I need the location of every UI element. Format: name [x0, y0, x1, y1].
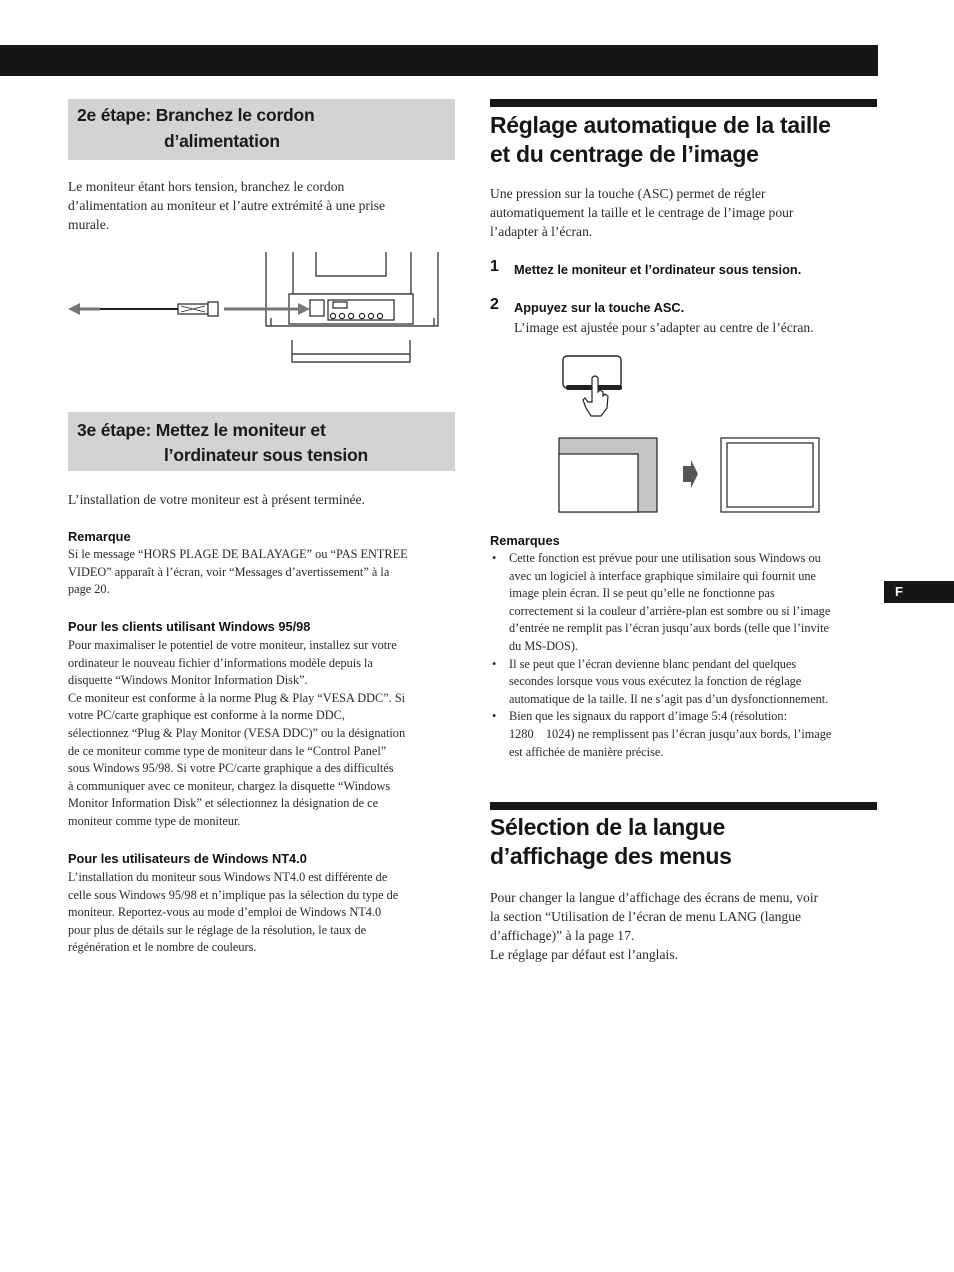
note-item: • Il se peut que l’écran devienne blanc pendant del quelques secondes lorsque vous vous exécutez la fonction de réglage automatique de la taille. Il ne s’agit pas d’un dysfonctionnement. — [490, 656, 885, 709]
note-item: • Bien que les signaux du rapport d’image 5:4 (résolution: 1280 1024) ne remplissent pas l’écran jusqu’aux bords, l’image est affichée de manière précise. — [490, 708, 885, 761]
header-bar — [0, 45, 878, 76]
asc-step2-detail: L’image est ajustée pour s’adapter au centre de l’écran. — [514, 320, 814, 335]
lang-body: Pour changer la langue d’affichage des écrans de menu, voir la section “Utilisation de l’écran de menu LANG (langue d’affichage)” à la page 17. Le réglage par défaut est l’anglais. — [490, 890, 819, 962]
lang-title: Sélection de la langue d’affichage des menus — [490, 814, 732, 869]
asc-step2-number: 2 — [490, 296, 499, 313]
asc-step2-text: Appuyez sur la touche ASC. — [514, 300, 685, 315]
asc-intro: Une pression sur la touche (ASC) permet de régler automatiquement la taille et le centrage de l’image pour l’adapter à l’écran. — [490, 186, 794, 239]
windowsnt-text: L’installation du moniteur sous Windows NT4.0 est différente de celle sous Windows 95/98 et n’implique pas la sélection du type de moniteur. Reportez-vous au mode d’emploi de Windows NT4.0 pour plus de détails sur le réglage de la résolution, le taux de régénération et le nombre de couleurs. — [68, 870, 399, 955]
asc-notes-heading: Remarques — [490, 533, 560, 548]
windows9598-heading: Pour les clients utilisant Windows 95/98 — [68, 619, 311, 634]
asc-title-rule — [490, 99, 877, 107]
windows9598-text: Pour maximaliser le potentiel de votre moniteur, installez sur votre ordinateur le nouveau fichier d’informations modèle depuis la disquette “Windows Monitor Information Disk”. Ce moniteur est conforme à la norme Plug & Play “VESA DDC”. Si votre PC/carte graphique est conforme à la norme DDC, sélectionnez “Plug & Play Monitor (VESA DDC)” ou la désignation de ce moniteur comme type de moniteur dans le “Control Panel” sous Windows 95/98. Si votre PC/carte graphique a des difficultés à communiquer avec ce moniteur, chargez la disquette “Windows Monitor Information Disk” et sélectionnez la désignation de ce moniteur comme type de moniteur. — [68, 638, 406, 828]
asc-button-illustration — [555, 352, 825, 517]
step3-heading-line2: l’ordinateur sous tension — [164, 445, 369, 465]
lang-title-rule — [490, 802, 877, 810]
language-side-tab: F — [884, 581, 954, 603]
step2-body: Le moniteur étant hors tension, branchez le cordon d’alimentation au moniteur et l’autre extrémité à une prise murale. — [68, 179, 386, 232]
step3-heading-line1: 3e étape: Mettez le moniteur et — [77, 420, 326, 440]
step2-heading-line2: d’alimentation — [164, 131, 280, 151]
windowsnt-heading: Pour les utilisateurs de Windows NT4.0 — [68, 851, 307, 866]
asc-notes-list — [490, 550, 885, 761]
asc-step1-text: Mettez le moniteur et l’ordinateur sous tension. — [514, 262, 802, 277]
step2-heading-box — [68, 99, 455, 160]
remarque-heading: Remarque — [68, 529, 131, 544]
asc-title: Réglage automatique de la taille et du centrage de l’image — [490, 112, 831, 167]
step3-body: L’installation de votre moniteur est à présent terminée. — [68, 492, 365, 507]
asc-step1-number: 1 — [490, 258, 499, 275]
note-item: • Cette fonction est prévue pour une utilisation sous Windows ou avec un logiciel à interface graphique similaire qui fournit une image plein écran. Il se peut qu’elle ne fonctionne pas correctement si la couleur d’arrière-plan est sombre ou si l’image d’entrée ne remplit pas l’écran jusqu’aux bords (telle que l’invite du MS-DOS). — [490, 550, 885, 656]
step2-heading-line1: 2e étape: Branchez le cordon — [77, 105, 315, 125]
step3-heading-box — [68, 412, 455, 471]
power-cord-illustration — [66, 250, 456, 370]
remarque-text: Si le message “HORS PLAGE DE BALAYAGE” ou “PAS ENTREE VIDEO” apparaît à l’écran, voir “Messages d’avertissement” à la page 20. — [68, 547, 408, 597]
